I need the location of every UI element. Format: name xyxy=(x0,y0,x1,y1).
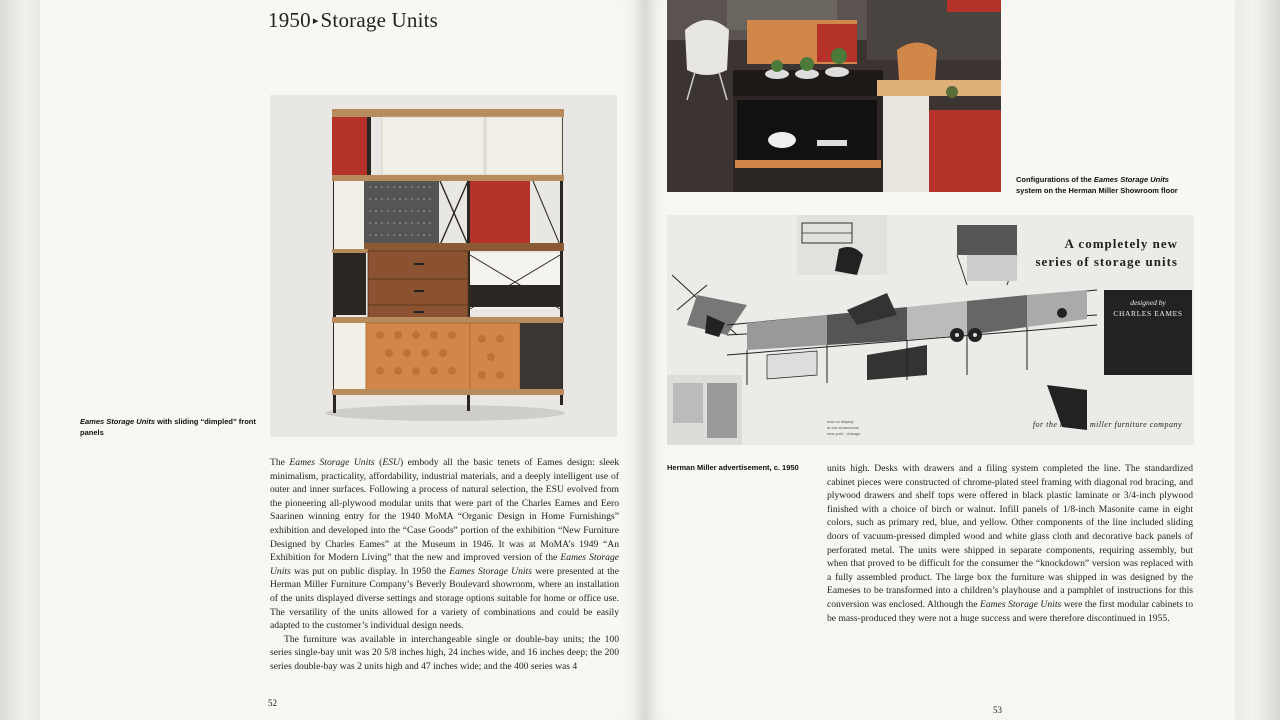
page-number-left: 52 xyxy=(268,698,277,708)
ad-headline-line1: A completely new xyxy=(1064,236,1178,251)
right-page-edges xyxy=(1235,0,1280,720)
ad-footer: for the herman miller furniture company xyxy=(1032,420,1182,429)
chapter-name: Storage Units xyxy=(320,8,439,32)
photo-caption-showroom xyxy=(1016,174,1206,196)
right-page xyxy=(645,0,1235,720)
advertisement-caption: Herman Miller advertisement, c. 1950 xyxy=(667,463,799,472)
caption-top-line2: system on the Herman Miller Showroom floor xyxy=(1016,186,1178,195)
showroom-photo xyxy=(667,0,1001,192)
caption-em: Eames Storage Units xyxy=(80,417,156,426)
showroom-illustration xyxy=(667,0,1001,192)
ad-box-line1: designed by xyxy=(1130,298,1166,307)
ad-box-line2: CHARLES EAMES xyxy=(1113,309,1183,318)
left-body-paragraph: The furniture was available in interchangeable single or double-bay units; the 100 series single-bay unit was 20 5/8 inches high, 24 inches wide, and 16 inches deep; the 200 series double-bay was 2 units high and 47 inches wide; and the 400 series was 4 xyxy=(270,633,619,672)
herman-miller-advertisement xyxy=(667,215,1194,445)
ad-headline-line2: series of storage units xyxy=(1035,254,1178,269)
page-number-right: 53 xyxy=(993,705,1002,715)
ad-designer-box xyxy=(1104,290,1192,375)
svg-text:now on display: now on display xyxy=(827,419,854,424)
svg-text:new york · chicago: new york · chicago xyxy=(827,431,861,436)
right-body-text xyxy=(827,462,1193,625)
ad-headline xyxy=(1035,235,1178,271)
storage-unit-photo xyxy=(270,95,617,437)
svg-text:at our showrooms: at our showrooms xyxy=(827,425,859,430)
left-body-paragraph: The Eames Storage Units (ESU) embody all the basic tenets of Eames design: sleek minimalism, practicality, affordability, industrial materials, and a deeply intelligent use of outer and inner surfaces. Following a process of natural selection, the ESU evolved from the pioneering all-plywood modular units that were part of the Charles Eames and Eero Saarinen winning entry for the 1940 MoMA “Organic Design in Home Furnishings” exhibition and developed into the “Case Goods” portion of the exhibition “New Furniture Designed by Charles Eames” at the Museum in 1946. It was at MoMA’s 1949 “An Exhibition for Modern Living” that the new and improved version of the Eames Storage Units was put on public display. In 1950 the Eames Storage Units were presented at the Herman Miller Furniture Company’s Beverly Boulevard showroom, where an installation of the units displayed diverse settings and storage options suitable for home or office use. The versatility of the units allowed for a variety of combinations and could be easily adapted to the customer’s individual design needs. xyxy=(270,457,619,632)
chapter-year: 1950 xyxy=(268,8,311,32)
caption-top-em: Eames Storage Units xyxy=(1093,175,1169,184)
storage-unit-illustration xyxy=(270,95,617,437)
right-body-paragraph: units high. Desks with drawers and a filing system completed the line. The standardized cabinet pieces were constructed of chrome-plated steel framing with diagonal rod bracing, and plywood drawers and shelf tops were offered in black plastic laminate or 3/4-inch plywood finished with a choice of birch or walnut. Infill panels of 1/8-inch Masonite came in eight colors, such as primary red, blue, and yellow. Other components of the line included sliding doors of vacuum-pressed dimpled wood and white glass cloth and decorative back panels of perforated metal. The units were shipped in separate components, requiring assembly, but when that proved to be difficult for the consumer the “knockdown” version was replaced with a fully assembled product. The large box the furniture was shipped in was designed by the Eameses to be transformed into a children’s playhouse and a pamphlet of instructions for this conversion was enclosed. Although the Eames Storage Units were the first modular cabinets to be mass-produced they were not a huge success and were therefore discontinued in 1955. xyxy=(827,463,1193,624)
caption-rest: with sliding “dimpled” front panels xyxy=(80,417,256,437)
left-body-text xyxy=(270,456,619,674)
chapter-arrow-icon: ▸ xyxy=(312,15,319,27)
left-page-edges xyxy=(0,0,40,720)
photo-caption-left xyxy=(80,416,260,438)
left-page xyxy=(40,0,645,720)
chapter-title xyxy=(268,8,438,33)
caption-top-line1: Configurations of the xyxy=(1016,175,1094,184)
